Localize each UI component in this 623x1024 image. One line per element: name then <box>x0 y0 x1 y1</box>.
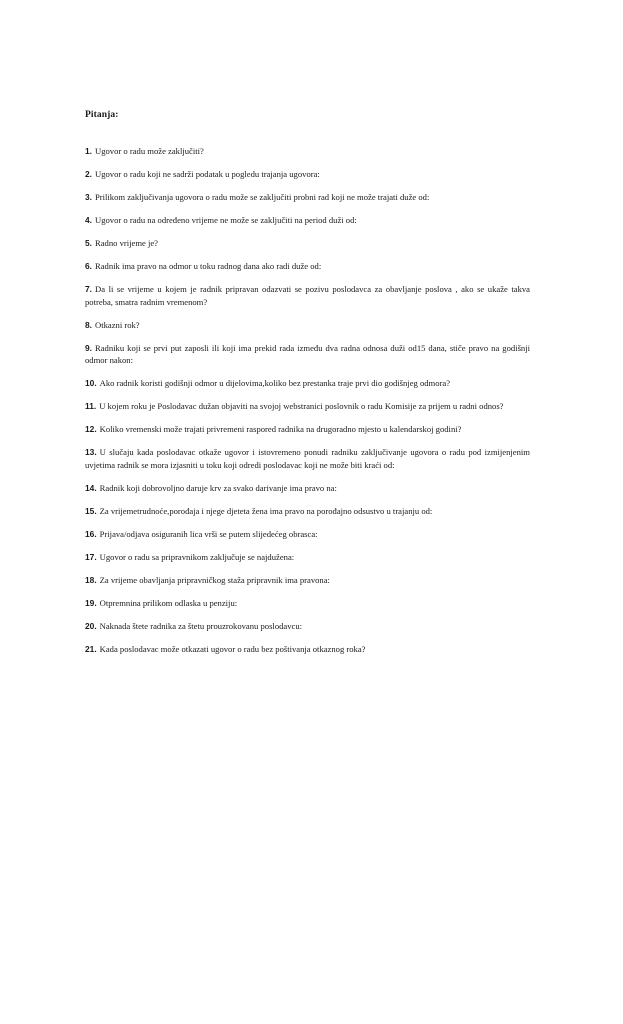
question-item <box>85 528 530 541</box>
question-item <box>85 446 530 471</box>
question-text: Radnik koji dobrovoljno daruje krv za svako darivanje ima pravo na: <box>99 482 337 493</box>
question-text: Da li se vrijeme u kojem je radnik pripravan odazvati se pozivu poslodavca za obavljanje poslova , ako se ukaže takva potreba, smatra radnim vremenom? <box>85 284 530 307</box>
question-item <box>85 423 530 436</box>
question-text: Za vrijemetrudnoće,porođaja i njege djeteta žena ima pravo na porođajno odsustvo u trajanju od: <box>99 505 433 516</box>
question-number: 10. <box>85 378 97 388</box>
question-number: 7. <box>85 284 92 294</box>
question-text: Radniku koji se prvi put zaposli ili koji ima prekid rada između dva radna odnosa duži od15 dana, stiče pravo na godišnji odmor nakon: <box>85 342 530 365</box>
question-item <box>85 377 530 390</box>
question-number: 12. <box>85 424 97 434</box>
question-text: U slučaju kada poslodavac otkaže ugovor i istovremeno ponudi radniku zaključivanje ugovora o radu pod izmijenjenim uvjetima radnik se mora izjasniti u toku koji odredi poslodavac koji ne može biti kraći od: <box>85 447 530 470</box>
page-title: Pitanja: <box>85 110 119 120</box>
question-text: Prijava/odjava osiguranih lica vrši se putem slijedećeg obrasca: <box>99 528 318 539</box>
question-item <box>85 551 530 564</box>
question-text: Naknada štete radnika za štetu prouzrokovanu poslodavcu: <box>99 620 303 631</box>
question-number: 6. <box>85 261 92 271</box>
question-text: Radno vrijeme je? <box>95 238 158 248</box>
question-number: 5. <box>85 238 92 248</box>
question-item <box>85 620 530 633</box>
question-number: 16. <box>85 528 97 539</box>
question-text: Otkazni rok? <box>95 319 140 330</box>
question-item <box>85 482 530 495</box>
question-text: Ugovor o radu koji ne sadrži podatak u pogledu trajanja ugovora: <box>95 169 320 179</box>
question-item <box>85 319 530 332</box>
question-number: 15. <box>85 505 97 516</box>
question-item <box>85 505 530 518</box>
question-number: 3. <box>85 192 92 202</box>
question-number: 11. <box>85 401 97 411</box>
question-number: 2. <box>85 169 92 179</box>
question-number: 4. <box>85 215 92 225</box>
question-item <box>85 400 530 413</box>
question-text: U kojem roku je Poslodavac dužan objaviti na svojoj webstranici poslovnik o radu Komisije za prijem u radni odnos? <box>99 401 504 411</box>
question-text: Ugovor o radu sa pripravnikom zaključuje se najdužena: <box>99 551 295 562</box>
question-item <box>85 168 530 181</box>
question-item <box>85 260 530 273</box>
question-text: Ugovor o radu može zaključiti? <box>95 146 204 156</box>
question-text: Koliko vremenski može trajati privremeni raspored radnika na drugoradno mjesto u kalendarskoj godini? <box>99 424 462 434</box>
question-text: Otpremnina prilikom odlaska u penziju: <box>99 597 238 608</box>
question-item <box>85 237 530 250</box>
question-number: 8. <box>85 319 92 330</box>
question-text: Radnik ima pravo na odmor u toku radnog dana ako radi duže od: <box>95 261 322 271</box>
question-item <box>85 283 530 308</box>
question-item <box>85 214 530 227</box>
question-number: 1. <box>85 146 92 156</box>
question-item <box>85 191 530 204</box>
question-list <box>85 145 530 666</box>
question-item <box>85 342 530 367</box>
question-item <box>85 643 530 656</box>
question-number: 14. <box>85 482 97 493</box>
question-number: 19. <box>85 597 97 608</box>
question-number: 9. <box>85 342 92 353</box>
question-text: Ugovor o radu na određeno vrijeme ne može se zaključiti na period duži od: <box>95 215 357 225</box>
question-number: 21. <box>85 643 97 654</box>
question-text: Ako radnik koristi godišnji odmor u dijelovima,koliko bez prestanka traje prvi dio godišnjeg odmora? <box>99 378 451 388</box>
question-text: Kada poslodavac može otkazati ugovor o radu bez poštivanja otkaznog roka? <box>99 643 366 654</box>
question-number: 20. <box>85 620 97 631</box>
question-number: 13. <box>85 447 97 457</box>
question-number: 18. <box>85 574 97 585</box>
question-item <box>85 574 530 587</box>
question-number: 17. <box>85 551 97 562</box>
question-text: Prilikom zaključivanja ugovora o radu može se zaključiti probni rad koji ne može trajati duže od: <box>95 192 430 202</box>
question-item <box>85 597 530 610</box>
question-item <box>85 145 530 158</box>
question-text: Za vrijeme obavljanja pripravničkog staža pripravnik ima pravona: <box>99 574 330 585</box>
